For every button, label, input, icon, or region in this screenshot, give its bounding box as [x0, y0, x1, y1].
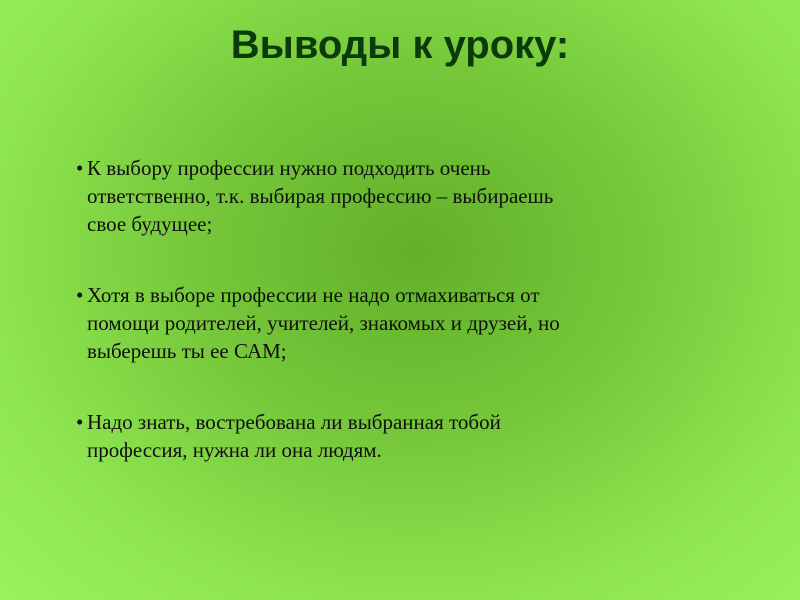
bullet-item [76, 154, 736, 238]
bullet-line: Надо знать, востребована ли выбранная тобой [87, 410, 501, 434]
bullet-list [76, 154, 736, 464]
bullet-item [76, 408, 736, 464]
bullet-item [76, 281, 736, 365]
bullet-marker: • [76, 156, 84, 180]
bullet-line: ответственно, т.к. выбирая профессию – выбираешь [87, 184, 554, 208]
bullet-line: выберешь ты ее САМ; [87, 339, 287, 363]
bullet-line: помощи родителей, учителей, знакомых и друзей, но [87, 311, 560, 335]
slide-title: Выводы к уроку: [230, 23, 570, 67]
bullet-marker: • [76, 410, 84, 434]
bullet-line: К выбору профессии нужно подходить очень [87, 156, 491, 180]
bullet-line: профессия, нужна ли она людям. [87, 438, 382, 462]
bullet-line: Хотя в выборе профессии не надо отмахиваться от [87, 283, 540, 307]
bullet-line: свое будущее; [87, 212, 213, 236]
bullet-marker: • [76, 283, 84, 307]
